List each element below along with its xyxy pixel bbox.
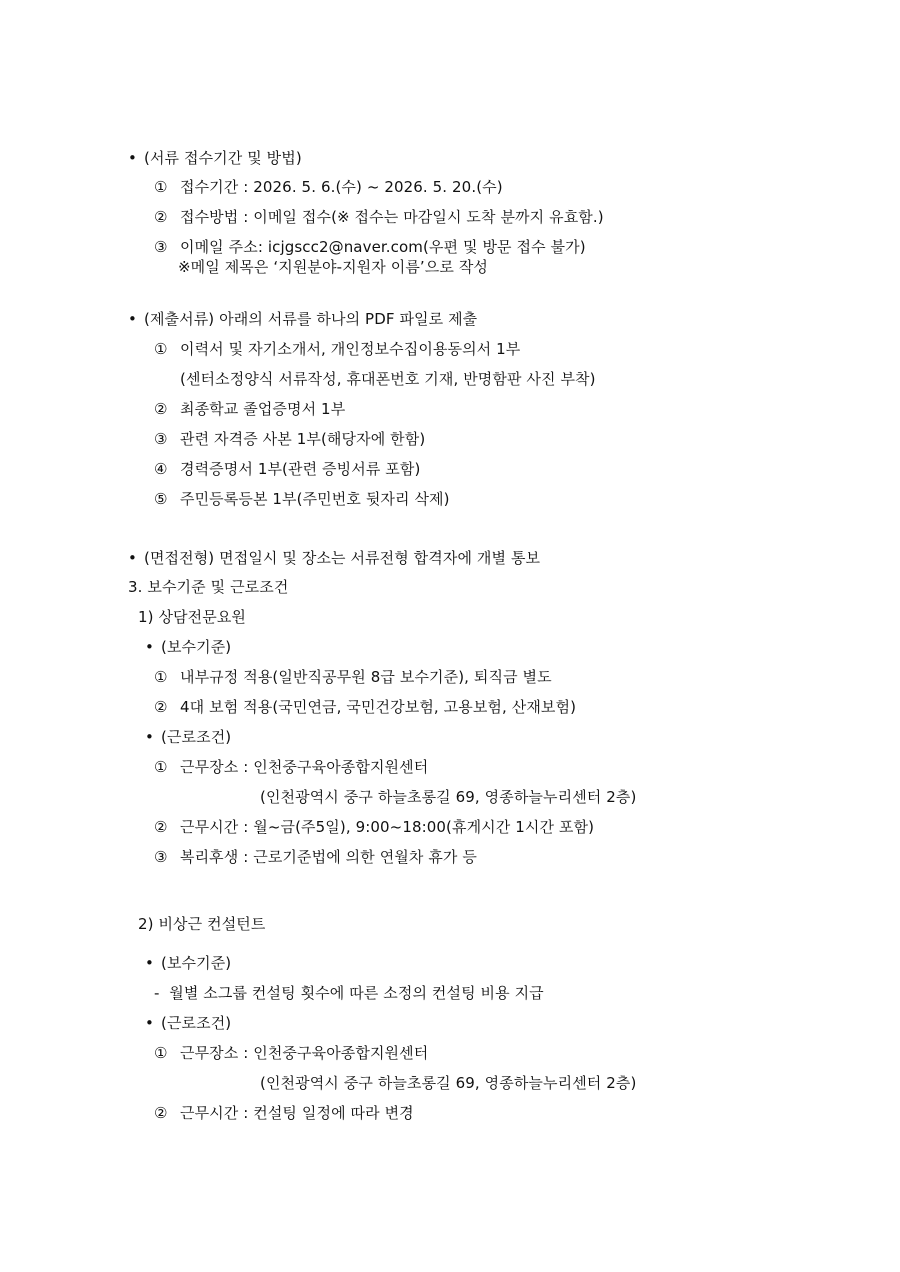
counselor-work-heading-text: (근로조건): [161, 728, 232, 746]
item-text: 근무시간 : 컨설팅 일정에 따라 변경: [180, 1104, 414, 1122]
apply-item-2: [154, 206, 604, 228]
docs-item-4: [154, 458, 420, 480]
item-number: ②: [154, 208, 168, 226]
item-text: 이력서 및 자기소개서, 개인정보수집이용동의서 1부: [180, 340, 521, 358]
docs-item-3: [154, 428, 425, 450]
item-number: ④: [154, 460, 168, 478]
item-text: 최종학교 졸업증명서 1부: [180, 400, 346, 418]
item-number: ②: [154, 698, 168, 716]
item-number: ③: [154, 238, 168, 256]
counselor-work-item-1: [154, 756, 428, 778]
counselor-title: 1) 상담전문요원: [138, 608, 247, 626]
item-number: ③: [154, 430, 168, 448]
pay-section-heading: 3. 보수기준 및 근로조건: [128, 578, 289, 596]
consultant-work-item-1-sub: (인천광역시 중구 하늘초롱길 69, 영종하늘누리센터 2층): [260, 1074, 637, 1092]
counselor-pay-item-2: [154, 696, 576, 718]
item-number: ①: [154, 178, 168, 196]
apply-item-3: [154, 236, 586, 258]
docs-item-1-sub: (센터소정양식 서류작성, 휴대폰번호 기재, 반명함판 사진 부착): [180, 370, 596, 388]
item-text: 내부규정 적용(일반직공무원 8급 보수기준), 퇴직금 별도: [180, 668, 552, 686]
counselor-pay-heading-text: (보수기준): [161, 638, 232, 656]
docs-heading: [128, 308, 477, 330]
consultant-work-heading: [145, 1012, 231, 1034]
item-text: 복리후생 : 근로기준법에 의한 연월차 휴가 등: [180, 848, 477, 866]
apply-note: ※메일 제목은 ‘지원분야-지원자 이름’으로 작성: [178, 258, 489, 276]
item-text: 경력증명서 1부(관련 증빙서류 포함): [180, 460, 421, 478]
item-text: 이메일 주소: icjgscc2@naver.com(우편 및 방문 접수 불가): [180, 238, 586, 256]
item-text: 근무장소 : 인천중구육아종합지원센터: [180, 758, 429, 776]
consultant-title: 2) 비상근 컨설턴트: [138, 915, 266, 933]
consultant-work-heading-text: (근로조건): [161, 1014, 232, 1032]
counselor-work-item-1-sub: (인천광역시 중구 하늘초롱길 69, 영종하늘누리센터 2층): [260, 788, 637, 806]
counselor-work-item-3: [154, 846, 477, 868]
item-number: ②: [154, 1104, 168, 1122]
item-number: ①: [154, 340, 168, 358]
item-number: ⑤: [154, 490, 168, 508]
item-text: 접수기간 : 2026. 5. 6.(수) ~ 2026. 5. 20.(수): [180, 178, 503, 196]
item-number: ②: [154, 818, 168, 836]
interview-heading-text: (면접전형) 면접일시 및 장소는 서류전형 합격자에 개별 통보: [144, 549, 541, 567]
item-text: 근무장소 : 인천중구육아종합지원센터: [180, 1044, 429, 1062]
consultant-work-item-2: [154, 1102, 414, 1124]
consultant-pay-heading-text: (보수기준): [161, 954, 232, 972]
consultant-pay-line: - 월별 소그룹 컨설팅 횟수에 따른 소정의 컨설팅 비용 지급: [154, 984, 544, 1002]
interview-heading: [128, 547, 540, 569]
item-number: ①: [154, 758, 168, 776]
item-text: 관련 자격증 사본 1부(해당자에 한함): [180, 430, 426, 448]
item-text: 주민등록등본 1부(주민번호 뒷자리 삭제): [180, 490, 450, 508]
item-text: 접수방법 : 이메일 접수(※ 접수는 마감일시 도착 분까지 유효함.): [180, 208, 604, 226]
consultant-pay-heading: [145, 952, 231, 974]
docs-item-5: [154, 488, 450, 510]
counselor-work-item-2: [154, 816, 594, 838]
item-number: ②: [154, 400, 168, 418]
docs-item-1: [154, 338, 520, 360]
docs-item-2: [154, 398, 345, 420]
item-number: ①: [154, 1044, 168, 1062]
apply-heading: [128, 147, 302, 169]
docs-heading-text: (제출서류) 아래의 서류를 하나의 PDF 파일로 제출: [144, 310, 478, 328]
item-number: ①: [154, 668, 168, 686]
consultant-work-item-1: [154, 1042, 428, 1064]
apply-item-1: [154, 176, 503, 198]
apply-heading-text: (서류 접수기간 및 방법): [144, 149, 302, 167]
item-text: 근무시간 : 월~금(주5일), 9:00~18:00(휴게시간 1시간 포함): [180, 818, 595, 836]
counselor-pay-item-1: [154, 666, 552, 688]
counselor-work-heading: [145, 726, 231, 748]
item-number: ③: [154, 848, 168, 866]
item-text: 4대 보험 적용(국민연금, 국민건강보험, 고용보험, 산재보험): [180, 698, 577, 716]
counselor-pay-heading: [145, 636, 231, 658]
